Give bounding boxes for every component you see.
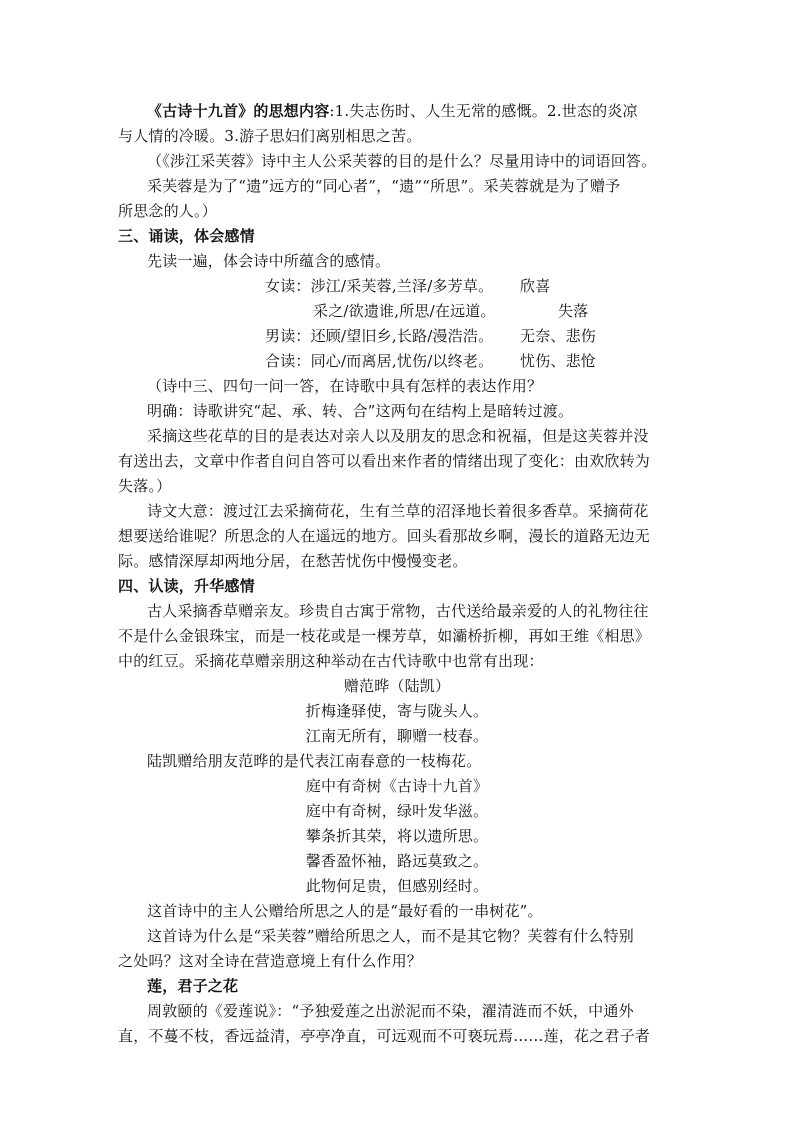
section-heading-3: 三、诵读，体会感情 [118,227,255,245]
thought-content-label: 《古诗十九首》的思想内容 [147,102,330,120]
paragraph-line: 古人采摘香草赠亲友。珍贵自古寓于常物，古代送给最亲爱的人的礼物往往 [147,602,649,620]
question-line: 这首诗为什么是“采芙蓉”赠给所思之人，而不是其它物？芙蓉有什么特别 [147,927,634,945]
question-line: 之处吗？这对全诗在营造意境上有什么作用？ [118,952,423,970]
paragraph-line: 中的红豆。采摘花草赠亲朋这种举动在古代诗歌中也常有出现： [118,652,544,670]
chant-role: 男读： [265,327,311,345]
paragraph-line: 想要送给谁呢？所思念的人在遥远的地方。回头看那故乡啊，漫长的道路无边无 [118,527,651,545]
answer-line: 采芙蓉是为了“遗”远方的“同心者”，“遗”“所思”。采芙蓉就是为了赠予 [147,177,621,195]
paragraph-line: 失落。） [118,477,172,495]
answer-line: 明确：诗歌讲究“起、承、转、合”这两句在结构上是暗转过渡。 [147,402,574,420]
poem-line: 馨香盈怀袖，路远莫致之。 [305,852,489,870]
paragraph-line: 与人情的冷暖。3.游子思妇们离别相思之苦。 [118,127,422,145]
chant-line: 涉江/采芙蓉,兰泽/多芳草。 [310,277,494,295]
paragraph-line: 这首诗中的主人公赠给所思之人的是“最好看的一串树花”。 [147,902,543,920]
chant-row [265,350,596,372]
thought-content-line [147,100,638,122]
poem-line: 此物何足贵，但感别经时。 [305,877,489,895]
chant-line: 还顾/望旧乡,长路/漫浩浩。 [310,327,494,345]
chant-emotion: 忧伤、悲怆 [520,352,597,370]
poem-title: 赠范晔（陆凯） [343,677,451,695]
chant-row [265,325,596,347]
answer-line: 所思念的人。） [118,202,217,220]
section-heading-4: 四、认读，升华感情 [118,577,255,595]
chant-emotion: 欣喜 [520,277,551,295]
paragraph-line: 周敦颐的《爱莲说》：“予独爱莲之出淤泥而不染，濯清涟而不妖，中通外 [147,1002,634,1020]
paragraph-line: 直，不蔓不枝，香远益清，亭亭净直，可远观而不可亵玩焉……莲，花之君子者 [118,1027,651,1045]
paragraph-line: 诗文大意：渡过江去采摘荷花，生有兰草的沼泽地长着很多香草。采摘荷花 [147,502,649,520]
thought-content-text: :1.失志伤时、人生无常的感慨。2.世态的炎凉 [329,102,638,120]
chant-row [313,300,588,322]
chant-emotion: 无奈、悲伤 [520,327,597,345]
chant-role: 合读： [265,352,311,370]
chant-line: 采之/欲遗谁,所思/在远道。 [313,302,496,320]
chant-line: 同心/而离居,忧伤/以终老。 [310,352,494,370]
chant-role: 女读： [265,277,311,295]
poem-line: 攀条折其荣，将以遗所思。 [305,827,489,845]
poem-line: 庭中有奇树，绿叶发华滋。 [305,802,489,820]
chant-emotion: 失落 [558,302,589,320]
lotus-heading: 莲，君子之花 [147,977,239,995]
chant-row [265,275,550,297]
paragraph-line: 际。感情深厚却两地分居，在愁苦忧伤中慢慢变老。 [118,552,468,570]
paragraph-line: 陆凯赠给朋友范晔的是代表江南春意的一枝梅花。 [147,752,482,770]
poem-line: 折梅逢驿使，寄与陇头人。 [305,702,489,720]
poem-line: 江南无所有，聊赠一枝春。 [305,727,489,745]
poem-title: 庭中有奇树《古诗十九首》 [305,777,489,795]
paragraph-line: 采摘这些花草的目的是表达对亲人以及朋友的思念和祝福，但是这芙蓉并没 [147,427,649,445]
paragraph-line: 不是什么金银珠宝，而是一枝花或是一棵芳草，如灞桥折柳，再如王维《相思》 [118,627,651,645]
paragraph-line: 先读一遍，体会诗中所蕴含的感情。 [147,252,391,270]
question-line: （诗中三、四句一问一答，在诗歌中具有怎样的表达作用？ [147,377,543,395]
question-line: （《涉江采芙蓉》诗中主人公采芙蓉的目的是什么？尽量用诗中的词语回答。 [147,152,657,170]
paragraph-line: 有送出去，文章中作者自问自答可以看出来作者的情绪出现了变化：由欢欣转为 [118,452,651,470]
